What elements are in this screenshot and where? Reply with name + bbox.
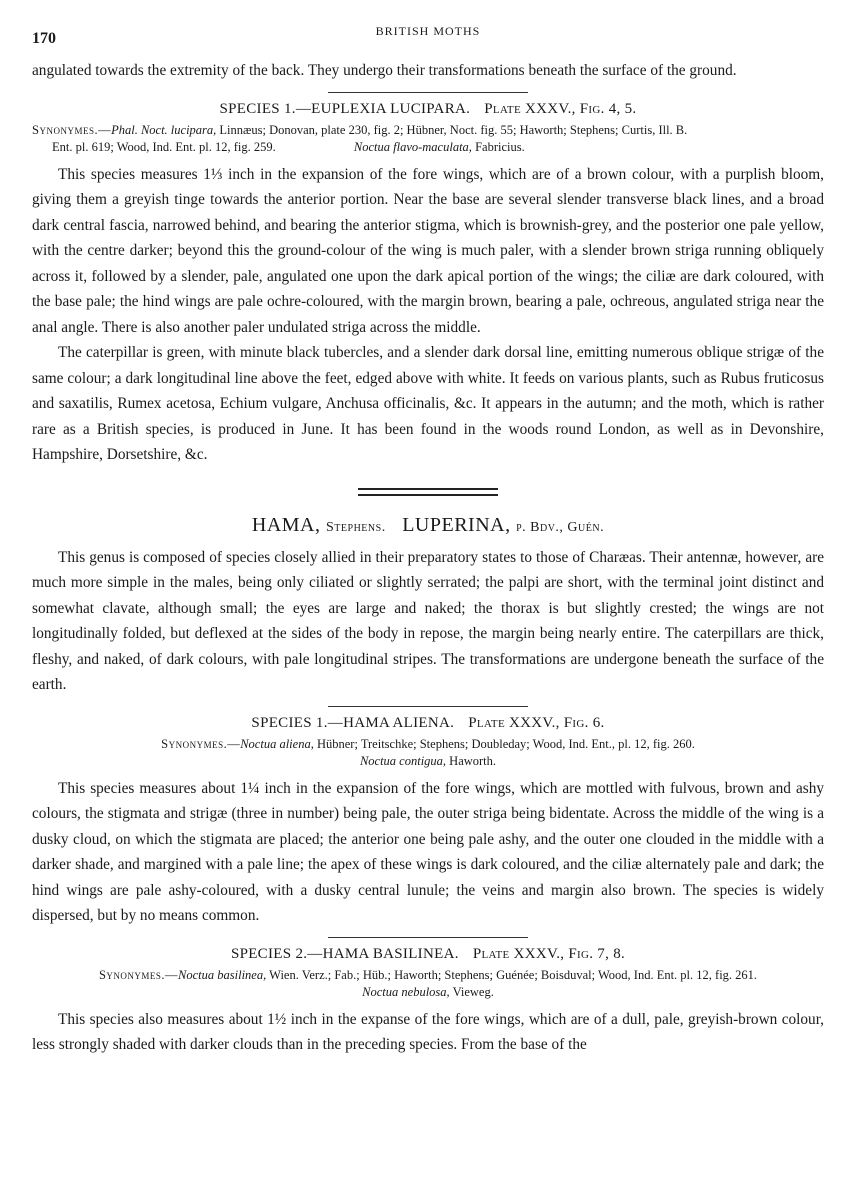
synonymes	[32, 736, 824, 770]
section-divider	[328, 937, 528, 938]
synonym-author: Vieweg.	[452, 984, 494, 999]
book-page	[32, 18, 824, 1062]
species-heading	[32, 101, 824, 118]
synonym-name: Noctua basilinea,	[178, 967, 267, 982]
section-divider	[328, 706, 528, 707]
genus-name: HAMA,	[251, 513, 321, 536]
running-title: BRITISH MOTHS	[375, 24, 481, 38]
genus-divider	[358, 488, 498, 496]
synonymes-label: Synonymes.—	[98, 967, 179, 982]
genus-alt-name: LUPERINA,	[402, 513, 511, 536]
species-title: SPECIES 1.—HAMA ALIENA.	[251, 714, 455, 731]
intro-paragraph: angulated towards the extremity of the back. They undergo their transformations beneath the surface of the ground.	[32, 62, 737, 79]
genus-description: This genus is composed of species closely allied in their preparatory states to those of Charæas. Their antennæ, however, are much more simple in the males, being only ciliated or slightly serrated; the palpi are short, with the terminal joint distinct and somewhat clavate, although small; the eyes are large and naked; the thorax is but slightly crested; the wings are not longitudinally folded, but deflexed at the sides of the body in repose, the margin being nearly entire. The caterpillars are thick, fleshy, and naked, of dark colours, with pale longitudinal stripes. The transformations are undergone beneath the surface of the earth.	[32, 548, 824, 693]
synonym-name-2: Noctua contigua,	[359, 753, 447, 768]
page-number: 170	[32, 30, 56, 47]
genus-heading	[32, 514, 824, 537]
plate-reference: Plate XXXV., Fig. 7, 8.	[472, 945, 626, 962]
synonym-name-2: Noctua nebulosa,	[362, 984, 450, 999]
caterpillar-paragraph: The caterpillar is green, with minute black tubercles, and a slender dark dorsal line, emitting numerous oblique strigæ of the same colour; a dark longitudinal line above the feet, edged above with white. It feeds on various plants, such as Rubus fruticosus and saxatilis, Rumex acetosa, Echium vulgare, Anchusa officinalis, &c. It appears in the autumn; and the moth, which is rather rare as a British species, is produced in June. It has been found in the woods round London, as well as in Devonshire, Hampshire, Dorsetshire, &c.	[32, 344, 824, 463]
synonymes-label: Synonymes.—	[32, 122, 112, 137]
species-title: SPECIES 1.—EUPLEXIA LUCIPARA.	[219, 100, 471, 117]
species-hama-basilinea	[32, 946, 824, 1058]
description-paragraph: This species also measures about 1½ inch in the expanse of the fore wings, which are of a dull, pale, greyish-brown colour, less strongly shaded with darker clouds than in the preceding species. From the base of the	[32, 1010, 824, 1053]
synonym-author: Haworth.	[449, 753, 497, 768]
synonym-name-2: Noctua flavo-maculata,	[353, 139, 472, 154]
genus-alt-authority: p. Bdv., Guén.	[516, 519, 605, 535]
synonymes	[32, 967, 824, 1001]
description-paragraph: This species measures about 1¼ inch in the expansion of the fore wings, which are mottled with fulvous, brown and ashy colours, the stigmata and strigæ (three in number) being pale, the outer striga being bidentate. Across the middle of the wing is a dusky cloud, on which the stigmata are placed; the anterior one being pale ashy, and the outer one clouded in the middle with a darker shade, and margined with a pale line; the apex of these wings is dark coloured, and the ciliæ alternately pale and dark; the hind wings are pale ashy-coloured, with a dusky central lunule; the veins and margin also brown. The species is widely dispersed, but by no means common.	[32, 779, 824, 924]
synonymes-label: Synonymes.—	[161, 736, 241, 751]
synonym-refs: Hübner; Treitschke; Stephens; Doubleday; Wood, Ind. Ent., pl. 12, fig. 260.	[316, 736, 695, 751]
species-heading	[32, 715, 824, 732]
genus-authority: Stephens.	[326, 519, 386, 535]
synonym-refs: Wien. Verz.; Fab.; Hüb.; Haworth; Stephens; Guénée; Boisduval; Wood, Ind. Ent. pl. 12, fig. 261.	[269, 967, 758, 982]
description-paragraph: This species measures 1⅓ inch in the expansion of the fore wings, which are of a brown colour, with a purplish bloom, giving them a greyish tinge towards the anterior portion. Near the base are several slender transverse black lines, and a broad dark central fascia, narrowed behind, and bearing the anterior stigma, which is brownish-grey, and the posterior one pale yellow, with the centre darker; beyond this the ground-colour of the wing is much paler, with a slender brown striga running obliquely across it, followed by a slender, pale, angulated one upon the dark apical portion of the wings; the ciliæ are dark coloured, with the base pale; the hind wings are pale ochre-coloured, with the margin brown, bearing a pale, ochreous, angulated striga near the anal angle. There is also another paler undulated striga across the middle.	[32, 165, 824, 336]
synonym-refs-cont: Ent. pl. 619; Wood, Ind. Ent. pl. 12, fig. 259.	[52, 139, 276, 154]
synonym-refs: Linnæus; Donovan, plate 230, fig. 2; Hübner, Noct. fig. 55; Haworth; Stephens; Curtis, Ill. B.	[219, 122, 688, 137]
synonym-author: Fabricius.	[475, 139, 525, 154]
synonym-name: Noctua aliena,	[240, 736, 314, 751]
genus-hama	[32, 514, 824, 698]
species-hama-aliena	[32, 715, 824, 929]
synonymes	[32, 122, 824, 156]
page-header	[32, 18, 824, 58]
plate-reference: Plate XXXV., Fig. 4, 5.	[484, 100, 637, 117]
species-heading	[32, 946, 824, 963]
synonym-name: Phal. Noct. lucipara,	[111, 122, 217, 137]
species-title: SPECIES 2.—HAMA BASILINEA.	[230, 945, 459, 962]
plate-reference: Plate XXXV., Fig. 6.	[468, 714, 605, 731]
section-divider	[328, 92, 528, 93]
species-euplexia-lucipara	[32, 101, 824, 468]
